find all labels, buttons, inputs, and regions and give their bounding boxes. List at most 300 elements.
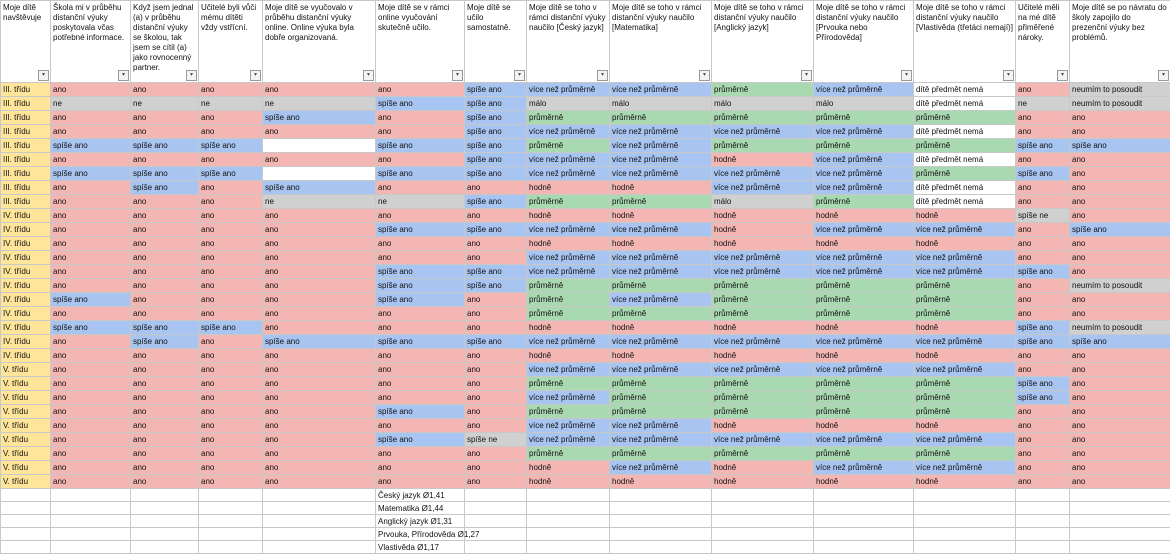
filter-dropdown-icon[interactable]: ▾: [901, 70, 912, 81]
table-cell[interactable]: ano: [465, 405, 527, 419]
table-cell[interactable]: spíše ano: [465, 279, 527, 293]
table-cell[interactable]: spíše ano: [465, 265, 527, 279]
table-cell[interactable]: ano: [51, 111, 131, 125]
column-header[interactable]: [131, 1, 199, 83]
empty-cell[interactable]: [1016, 489, 1070, 502]
table-cell[interactable]: průměrně: [712, 111, 814, 125]
table-cell[interactable]: průměrně: [814, 279, 914, 293]
table-cell[interactable]: III. třídu: [1, 111, 51, 125]
empty-cell[interactable]: [199, 528, 263, 541]
table-cell[interactable]: IV. třídu: [1, 349, 51, 363]
table-cell[interactable]: ano: [376, 237, 465, 251]
table-cell[interactable]: ano: [199, 461, 263, 475]
table-cell[interactable]: neumím to posoudit: [1070, 97, 1170, 111]
table-cell[interactable]: hodně: [527, 209, 610, 223]
table-cell[interactable]: ano: [199, 223, 263, 237]
table-cell[interactable]: ano: [1016, 349, 1070, 363]
table-cell[interactable]: spíše ano: [465, 223, 527, 237]
table-cell[interactable]: více než průměrně: [712, 181, 814, 195]
table-cell[interactable]: ano: [51, 335, 131, 349]
table-cell[interactable]: ano: [376, 307, 465, 321]
table-cell[interactable]: ano: [131, 265, 199, 279]
table-cell[interactable]: ano: [263, 251, 376, 265]
table-cell[interactable]: hodně: [914, 237, 1016, 251]
table-cell[interactable]: více než průměrně: [814, 181, 914, 195]
table-cell[interactable]: ano: [199, 447, 263, 461]
table-cell[interactable]: ano: [465, 377, 527, 391]
table-cell[interactable]: ano: [376, 475, 465, 489]
empty-cell[interactable]: [131, 489, 199, 502]
table-cell[interactable]: IV. třídu: [1, 265, 51, 279]
table-cell[interactable]: ano: [376, 181, 465, 195]
column-header[interactable]: [199, 1, 263, 83]
table-cell[interactable]: III. třídu: [1, 195, 51, 209]
table-cell[interactable]: spíše ano: [376, 335, 465, 349]
table-cell[interactable]: průměrně: [610, 377, 712, 391]
table-cell[interactable]: ano: [376, 83, 465, 97]
table-cell[interactable]: více než průměrně: [814, 265, 914, 279]
table-cell[interactable]: průměrně: [610, 447, 712, 461]
table-cell[interactable]: ano: [465, 447, 527, 461]
table-cell[interactable]: ano: [376, 111, 465, 125]
table-cell[interactable]: hodně: [712, 321, 814, 335]
empty-cell[interactable]: [1, 502, 51, 515]
table-cell[interactable]: ano: [199, 279, 263, 293]
table-cell[interactable]: spíše ano: [199, 167, 263, 181]
empty-cell[interactable]: [1070, 515, 1170, 528]
table-cell[interactable]: dítě předmět nemá: [914, 195, 1016, 209]
table-cell[interactable]: ano: [131, 419, 199, 433]
table-cell[interactable]: ano: [199, 363, 263, 377]
table-cell[interactable]: ano: [1070, 419, 1170, 433]
table-cell[interactable]: ano: [51, 405, 131, 419]
table-cell[interactable]: více než průměrně: [610, 139, 712, 153]
table-cell[interactable]: více než průměrně: [712, 167, 814, 181]
table-cell[interactable]: ano: [51, 433, 131, 447]
table-cell[interactable]: více než průměrně: [610, 251, 712, 265]
table-cell[interactable]: ano: [1070, 307, 1170, 321]
table-cell[interactable]: dítě předmět nemá: [914, 97, 1016, 111]
table-cell[interactable]: ano: [1016, 293, 1070, 307]
table-cell[interactable]: průměrně: [712, 405, 814, 419]
empty-cell[interactable]: [465, 502, 527, 515]
empty-cell[interactable]: [1070, 489, 1170, 502]
table-cell[interactable]: ano: [131, 293, 199, 307]
table-cell[interactable]: hodně: [814, 237, 914, 251]
table-cell[interactable]: spíše ano: [465, 167, 527, 181]
table-cell[interactable]: ano: [51, 237, 131, 251]
filter-dropdown-icon[interactable]: ▾: [699, 70, 710, 81]
table-cell[interactable]: ano: [465, 349, 527, 363]
table-cell[interactable]: průměrně: [610, 111, 712, 125]
table-cell[interactable]: více než průměrně: [610, 335, 712, 349]
table-cell[interactable]: více než průměrně: [527, 125, 610, 139]
table-cell[interactable]: spíše ano: [376, 97, 465, 111]
table-cell[interactable]: průměrně: [712, 391, 814, 405]
table-cell[interactable]: IV. třídu: [1, 321, 51, 335]
empty-cell[interactable]: [527, 528, 610, 541]
table-cell[interactable]: spíše ano: [51, 139, 131, 153]
empty-cell[interactable]: [712, 515, 814, 528]
table-cell[interactable]: ano: [131, 307, 199, 321]
table-cell[interactable]: ano: [1070, 167, 1170, 181]
table-cell[interactable]: hodně: [914, 349, 1016, 363]
table-cell[interactable]: ano: [1016, 363, 1070, 377]
table-cell[interactable]: hodně: [814, 349, 914, 363]
table-cell[interactable]: ano: [131, 279, 199, 293]
table-cell[interactable]: průměrně: [914, 405, 1016, 419]
empty-cell[interactable]: [527, 515, 610, 528]
table-cell[interactable]: více než průměrně: [814, 223, 914, 237]
table-cell[interactable]: spíše ano: [131, 139, 199, 153]
table-cell[interactable]: ano: [465, 181, 527, 195]
filter-dropdown-icon[interactable]: ▾: [118, 70, 129, 81]
table-cell[interactable]: ano: [51, 83, 131, 97]
table-cell[interactable]: ano: [263, 293, 376, 307]
empty-cell[interactable]: [1016, 515, 1070, 528]
table-cell[interactable]: hodně: [712, 237, 814, 251]
empty-cell[interactable]: [914, 515, 1016, 528]
table-cell[interactable]: ne: [199, 97, 263, 111]
table-cell[interactable]: ano: [131, 391, 199, 405]
table-cell[interactable]: ano: [51, 461, 131, 475]
table-cell[interactable]: spíše ano: [376, 279, 465, 293]
table-cell[interactable]: ano: [131, 195, 199, 209]
empty-cell[interactable]: [1, 515, 51, 528]
empty-cell[interactable]: [1016, 502, 1070, 515]
table-cell[interactable]: ano: [1070, 349, 1170, 363]
table-cell[interactable]: ano: [1070, 363, 1170, 377]
table-cell[interactable]: hodně: [712, 209, 814, 223]
table-cell[interactable]: ano: [376, 377, 465, 391]
empty-cell[interactable]: [376, 502, 465, 515]
empty-cell[interactable]: [376, 528, 465, 541]
table-cell[interactable]: ano: [263, 349, 376, 363]
table-cell[interactable]: ano: [131, 461, 199, 475]
table-cell[interactable]: průměrně: [527, 377, 610, 391]
table-cell[interactable]: ano: [51, 307, 131, 321]
table-cell[interactable]: IV. třídu: [1, 293, 51, 307]
table-cell[interactable]: ano: [376, 209, 465, 223]
empty-cell[interactable]: [263, 515, 376, 528]
table-cell[interactable]: hodně: [914, 475, 1016, 489]
table-cell[interactable]: ano: [199, 125, 263, 139]
empty-cell[interactable]: [465, 515, 527, 528]
table-cell[interactable]: ano: [1070, 433, 1170, 447]
table-cell[interactable]: ano: [131, 433, 199, 447]
table-cell[interactable]: ano: [1070, 293, 1170, 307]
table-cell[interactable]: hodně: [814, 475, 914, 489]
table-cell[interactable]: průměrně: [712, 377, 814, 391]
table-cell[interactable]: spíše ano: [376, 223, 465, 237]
empty-cell[interactable]: [1016, 528, 1070, 541]
column-header[interactable]: [527, 1, 610, 83]
table-cell[interactable]: hodně: [712, 153, 814, 167]
table-cell[interactable]: spíše ano: [1016, 139, 1070, 153]
table-cell[interactable]: ano: [51, 125, 131, 139]
table-cell[interactable]: průměrně: [712, 139, 814, 153]
table-cell[interactable]: IV. třídu: [1, 279, 51, 293]
table-cell[interactable]: spíše ano: [1070, 223, 1170, 237]
table-cell[interactable]: více než průměrně: [610, 265, 712, 279]
empty-cell[interactable]: [51, 515, 131, 528]
table-cell[interactable]: více než průměrně: [914, 433, 1016, 447]
table-cell[interactable]: více než průměrně: [610, 419, 712, 433]
table-cell[interactable]: ano: [465, 391, 527, 405]
empty-cell[interactable]: [527, 502, 610, 515]
table-cell[interactable]: ano: [263, 461, 376, 475]
table-cell[interactable]: spíše ano: [1016, 321, 1070, 335]
table-cell[interactable]: průměrně: [712, 83, 814, 97]
table-cell[interactable]: průměrně: [814, 405, 914, 419]
table-cell[interactable]: ano: [51, 447, 131, 461]
filter-dropdown-icon[interactable]: ▾: [514, 70, 525, 81]
table-cell[interactable]: hodně: [814, 419, 914, 433]
table-cell[interactable]: hodně: [712, 461, 814, 475]
table-cell[interactable]: hodně: [527, 461, 610, 475]
table-cell[interactable]: ano: [263, 153, 376, 167]
table-cell[interactable]: více než průměrně: [527, 265, 610, 279]
table-cell[interactable]: více než průměrně: [610, 293, 712, 307]
table-cell[interactable]: více než průměrně: [610, 83, 712, 97]
table-cell[interactable]: dítě předmět nemá: [914, 181, 1016, 195]
table-cell[interactable]: ano: [199, 209, 263, 223]
table-cell[interactable]: spíše ano: [51, 167, 131, 181]
table-cell[interactable]: ano: [263, 279, 376, 293]
column-header[interactable]: [1070, 1, 1170, 83]
table-cell[interactable]: více než průměrně: [527, 251, 610, 265]
table-cell[interactable]: ano: [51, 195, 131, 209]
empty-cell[interactable]: [131, 528, 199, 541]
table-cell[interactable]: spíše ne: [465, 433, 527, 447]
filter-dropdown-icon[interactable]: ▾: [186, 70, 197, 81]
table-cell[interactable]: hodně: [914, 419, 1016, 433]
table-cell[interactable]: ano: [131, 363, 199, 377]
table-cell[interactable]: průměrně: [914, 111, 1016, 125]
table-cell[interactable]: více než průměrně: [712, 265, 814, 279]
table-cell[interactable]: více než průměrně: [712, 335, 814, 349]
table-cell[interactable]: hodně: [527, 349, 610, 363]
table-cell[interactable]: ano: [199, 349, 263, 363]
table-cell[interactable]: více než průměrně: [814, 433, 914, 447]
filter-dropdown-icon[interactable]: ▾: [1057, 70, 1068, 81]
table-cell[interactable]: ano: [1016, 475, 1070, 489]
table-cell[interactable]: hodně: [527, 321, 610, 335]
filter-dropdown-icon[interactable]: ▾: [597, 70, 608, 81]
table-cell[interactable]: více než průměrně: [527, 391, 610, 405]
table-cell[interactable]: průměrně: [814, 111, 914, 125]
table-cell[interactable]: ano: [1070, 447, 1170, 461]
table-cell[interactable]: ano: [51, 251, 131, 265]
table-cell[interactable]: ano: [51, 181, 131, 195]
table-cell[interactable]: spíše ano: [376, 167, 465, 181]
empty-cell[interactable]: [610, 489, 712, 502]
empty-cell[interactable]: [1070, 528, 1170, 541]
table-cell[interactable]: více než průměrně: [712, 251, 814, 265]
table-cell[interactable]: ano: [263, 223, 376, 237]
table-cell[interactable]: V. třídu: [1, 405, 51, 419]
table-cell[interactable]: III. třídu: [1, 167, 51, 181]
empty-cell[interactable]: [465, 489, 527, 502]
table-cell[interactable]: průměrně: [914, 377, 1016, 391]
table-cell[interactable]: ano: [131, 251, 199, 265]
column-header[interactable]: [814, 1, 914, 83]
table-cell[interactable]: ano: [1016, 279, 1070, 293]
table-cell[interactable]: průměrně: [914, 447, 1016, 461]
table-cell[interactable]: hodně: [712, 475, 814, 489]
table-cell[interactable]: ano: [51, 363, 131, 377]
column-header[interactable]: [465, 1, 527, 83]
empty-cell[interactable]: [1, 528, 51, 541]
table-cell[interactable]: ano: [199, 293, 263, 307]
table-cell[interactable]: ano: [376, 349, 465, 363]
table-cell[interactable]: ano: [465, 461, 527, 475]
table-cell[interactable]: ano: [1016, 251, 1070, 265]
table-cell[interactable]: hodně: [610, 321, 712, 335]
table-cell[interactable]: ano: [199, 111, 263, 125]
empty-cell[interactable]: [814, 515, 914, 528]
empty-cell[interactable]: [914, 489, 1016, 502]
table-cell[interactable]: hodně: [610, 475, 712, 489]
table-cell[interactable]: průměrně: [712, 279, 814, 293]
table-cell[interactable]: spíše ano: [263, 335, 376, 349]
empty-cell[interactable]: [376, 515, 465, 528]
empty-cell[interactable]: [131, 502, 199, 515]
table-cell[interactable]: ano: [376, 153, 465, 167]
table-cell[interactable]: III. třídu: [1, 125, 51, 139]
table-cell[interactable]: ano: [131, 377, 199, 391]
table-cell[interactable]: V. třídu: [1, 391, 51, 405]
empty-cell[interactable]: [914, 528, 1016, 541]
table-cell[interactable]: více než průměrně: [914, 461, 1016, 475]
table-cell[interactable]: ano: [131, 447, 199, 461]
table-cell[interactable]: ano: [465, 321, 527, 335]
table-cell[interactable]: průměrně: [610, 405, 712, 419]
table-cell[interactable]: ano: [131, 237, 199, 251]
table-cell[interactable]: spíše ano: [51, 321, 131, 335]
table-cell[interactable]: III. třídu: [1, 181, 51, 195]
table-cell[interactable]: ano: [465, 237, 527, 251]
table-cell[interactable]: hodně: [610, 349, 712, 363]
table-cell[interactable]: ano: [1070, 391, 1170, 405]
table-cell[interactable]: ano: [199, 237, 263, 251]
table-cell[interactable]: ano: [263, 307, 376, 321]
table-cell[interactable]: více než průměrně: [527, 83, 610, 97]
empty-cell[interactable]: [814, 528, 914, 541]
table-cell[interactable]: V. třídu: [1, 377, 51, 391]
table-cell[interactable]: hodně: [527, 181, 610, 195]
empty-cell[interactable]: [610, 528, 712, 541]
table-cell[interactable]: spíše ano: [376, 265, 465, 279]
table-cell[interactable]: ano: [1016, 433, 1070, 447]
table-cell[interactable]: ano: [1016, 223, 1070, 237]
table-cell[interactable]: ano: [199, 377, 263, 391]
table-cell[interactable]: ano: [51, 265, 131, 279]
table-cell[interactable]: průměrně: [712, 307, 814, 321]
table-cell[interactable]: ano: [131, 111, 199, 125]
table-cell[interactable]: ano: [1070, 461, 1170, 475]
table-cell[interactable]: spíše ano: [131, 335, 199, 349]
table-cell[interactable]: více než průměrně: [527, 363, 610, 377]
table-cell[interactable]: IV. třídu: [1, 209, 51, 223]
table-cell[interactable]: průměrně: [814, 391, 914, 405]
table-cell[interactable]: ano: [465, 363, 527, 377]
table-cell[interactable]: hodně: [712, 223, 814, 237]
table-cell[interactable]: ano: [1070, 181, 1170, 195]
table-cell[interactable]: spíše ano: [263, 111, 376, 125]
table-cell[interactable]: málo: [610, 97, 712, 111]
table-cell[interactable]: ano: [1016, 447, 1070, 461]
filter-dropdown-icon[interactable]: ▾: [250, 70, 261, 81]
table-cell[interactable]: více než průměrně: [610, 363, 712, 377]
table-cell[interactable]: ano: [131, 153, 199, 167]
table-cell[interactable]: ano: [376, 321, 465, 335]
table-cell[interactable]: IV. třídu: [1, 251, 51, 265]
table-cell[interactable]: ano: [1070, 251, 1170, 265]
table-cell[interactable]: neumím to posoudit: [1070, 279, 1170, 293]
table-cell[interactable]: více než průměrně: [712, 363, 814, 377]
table-cell[interactable]: spíše ano: [131, 167, 199, 181]
table-cell[interactable]: ano: [1016, 461, 1070, 475]
column-header[interactable]: [712, 1, 814, 83]
table-cell[interactable]: spíše ano: [465, 153, 527, 167]
table-cell[interactable]: ano: [376, 251, 465, 265]
table-cell[interactable]: ano: [131, 209, 199, 223]
table-cell[interactable]: V. třídu: [1, 447, 51, 461]
table-cell[interactable]: hodně: [527, 237, 610, 251]
table-cell[interactable]: ano: [1016, 419, 1070, 433]
table-cell[interactable]: ano: [1070, 209, 1170, 223]
filter-dropdown-icon[interactable]: ▾: [1003, 70, 1014, 81]
column-header[interactable]: [263, 1, 376, 83]
table-cell[interactable]: ano: [263, 237, 376, 251]
table-cell[interactable]: ano: [199, 307, 263, 321]
table-cell[interactable]: průměrně: [527, 195, 610, 209]
table-cell[interactable]: průměrně: [610, 307, 712, 321]
table-cell[interactable]: více než průměrně: [914, 363, 1016, 377]
table-cell[interactable]: průměrně: [914, 307, 1016, 321]
table-cell[interactable]: ne: [1016, 97, 1070, 111]
table-cell[interactable]: ano: [376, 125, 465, 139]
table-cell[interactable]: více než průměrně: [712, 433, 814, 447]
table-cell[interactable]: více než průměrně: [914, 265, 1016, 279]
table-cell[interactable]: ano: [263, 83, 376, 97]
table-cell[interactable]: průměrně: [914, 279, 1016, 293]
table-cell[interactable]: ano: [1070, 111, 1170, 125]
table-cell[interactable]: ano: [1070, 265, 1170, 279]
table-cell[interactable]: více než průměrně: [814, 153, 914, 167]
table-cell[interactable]: ne: [263, 195, 376, 209]
table-cell[interactable]: spíše ano: [376, 139, 465, 153]
table-cell[interactable]: více než průměrně: [527, 167, 610, 181]
table-cell[interactable]: ano: [131, 83, 199, 97]
table-cell[interactable]: více než průměrně: [814, 125, 914, 139]
table-cell[interactable]: spíše ano: [1016, 335, 1070, 349]
table-cell[interactable]: ano: [263, 265, 376, 279]
table-cell[interactable]: spíše ano: [199, 139, 263, 153]
table-cell[interactable]: hodně: [610, 181, 712, 195]
table-cell[interactable]: ano: [1070, 237, 1170, 251]
column-header[interactable]: [1, 1, 51, 83]
table-cell[interactable]: spíše ano: [465, 125, 527, 139]
table-cell[interactable]: ano: [465, 307, 527, 321]
table-cell[interactable]: ano: [1070, 125, 1170, 139]
table-cell[interactable]: více než průměrně: [610, 223, 712, 237]
table-cell[interactable]: průměrně: [712, 293, 814, 307]
table-cell[interactable]: málo: [814, 97, 914, 111]
table-cell[interactable]: spíše ano: [465, 97, 527, 111]
empty-cell[interactable]: [527, 489, 610, 502]
